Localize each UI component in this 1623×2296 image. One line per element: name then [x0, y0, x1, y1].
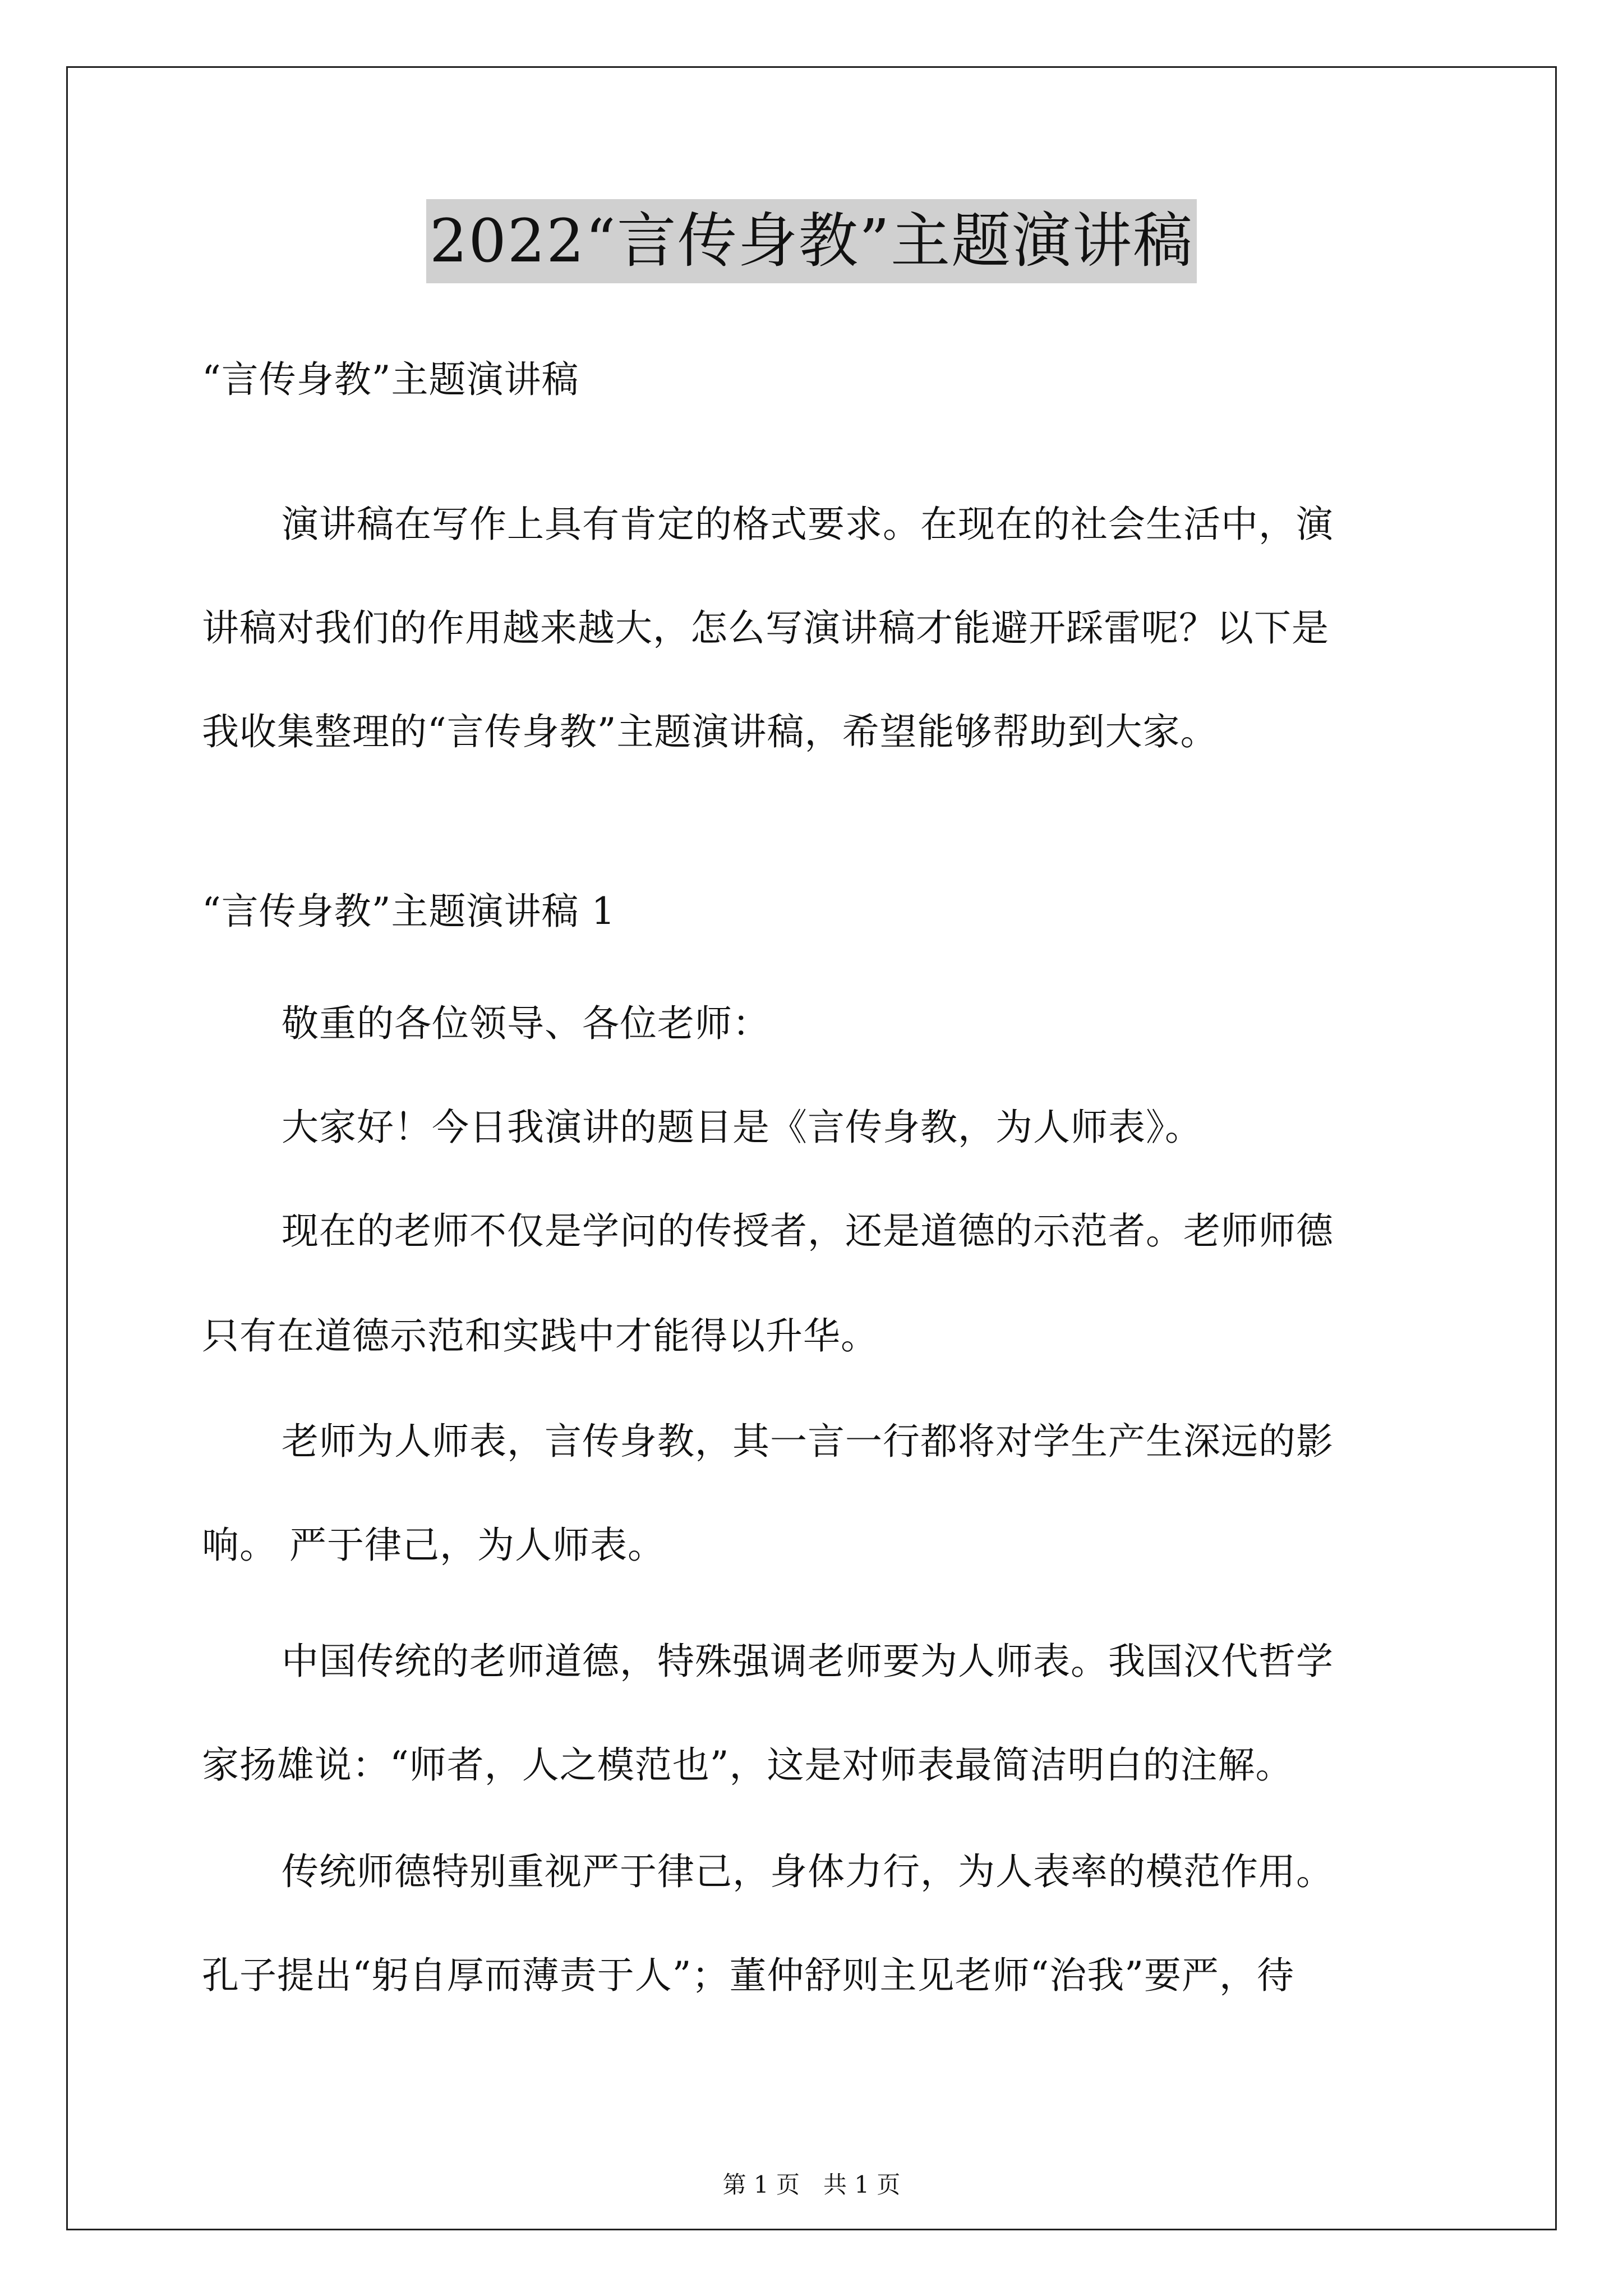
paragraph-line: 孔子提出“躬自厚而薄责于人”；董仲舒则主见老师“治我”要严，待	[202, 1954, 1294, 1997]
paragraph-line: 演讲稿在写作上具有肯定的格式要求。在现在的社会生活中，演	[282, 503, 1334, 546]
paragraph-line: 中国传统的老师道德，特殊强调老师要为人师表。我国汉代哲学	[282, 1640, 1334, 1683]
paragraph-line: 讲稿对我们的作用越来越大，怎么写演讲稿才能避开踩雷呢？以下是	[202, 606, 1329, 650]
subtitle-line: “言传身教”主题演讲稿	[202, 358, 579, 401]
paragraph-line: 大家好！今日我演讲的题目是《言传身教，为人师表》。	[282, 1106, 1202, 1149]
paragraph-line: 我收集整理的“言传身教”主题演讲稿，希望能够帮助到大家。	[202, 710, 1218, 753]
paragraph-line: 响。 严于律己，为人师表。	[202, 1524, 665, 1567]
page-footer: 第 1 页 共 1 页	[722, 2171, 901, 2198]
paragraph-line: 老师为人师表，言传身教，其一言一行都将对学生产生深远的影	[282, 1420, 1334, 1463]
paragraph-line: 传统师德特别重视严于律己，身体力行，为人表率的模范作用。	[282, 1850, 1334, 1893]
section-heading: “言传身教”主题演讲稿 1	[202, 890, 616, 933]
paragraph-line: 现在的老师不仅是学问的传授者，还是道德的示范者。老师师德	[282, 1209, 1334, 1253]
title-container	[0, 199, 1623, 283]
paragraph-line: 只有在道德示范和实践中才能得以升华。	[202, 1314, 878, 1358]
paragraph-line: 家扬雄说：“师者，人之模范也”，这是对师表最简洁明白的注解。	[202, 1743, 1293, 1787]
document-title: 2022“言传身教”主题演讲稿	[426, 199, 1197, 283]
paragraph-line: 敬重的各位领导、各位老师：	[282, 1002, 770, 1045]
